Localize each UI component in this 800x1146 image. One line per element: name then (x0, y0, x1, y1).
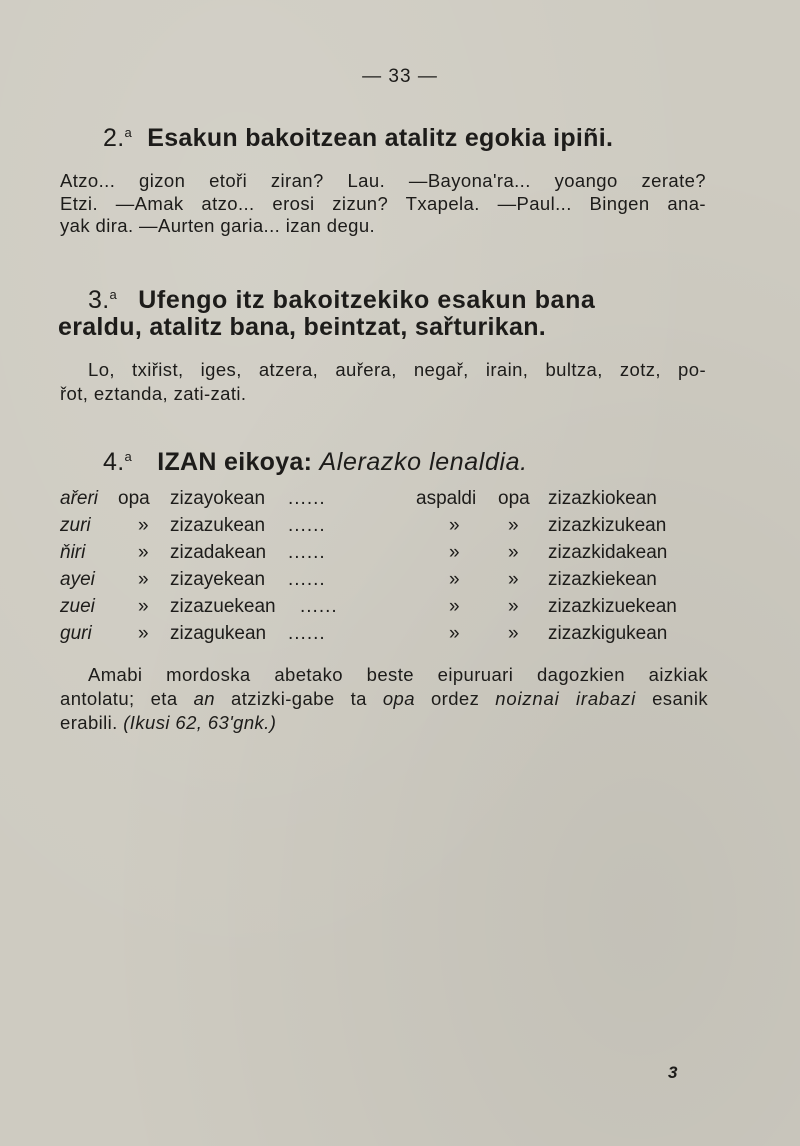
section-2-text (60, 170, 706, 238)
marker: » (138, 596, 149, 617)
verb-form: zizagukean (170, 623, 267, 644)
dots: ...... (288, 623, 326, 644)
marker: » (138, 515, 149, 536)
table-row (60, 569, 720, 596)
final-line-1: Amabi mordoska abetako beste eipuruari dagozkien aizkiak (88, 664, 708, 685)
marker: » (138, 542, 149, 563)
marker: opa (118, 488, 150, 509)
marker: » (449, 569, 460, 590)
page-number-bottom: 3 (668, 1063, 678, 1082)
verb-form: zizadakean (170, 542, 267, 563)
section-3-title-line1: Ufengo itz bakoitzekiko esakun bana (138, 286, 596, 314)
marker: » (449, 596, 460, 617)
section-4-number: 4.$^a$ (103, 448, 132, 476)
marker: » (508, 596, 519, 617)
verb-form: zizazkiokean (548, 488, 657, 509)
page-number-top: — 33 — (362, 66, 438, 87)
adverb: aspaldi (416, 488, 477, 509)
marker: » (138, 623, 149, 644)
pronoun: guri (60, 623, 92, 644)
section-3-line: řot, eztanda, zati-zati. (60, 383, 247, 404)
section-3-text (60, 358, 706, 406)
section-2-line: yak dira. —Aurten garia... izan degu. (60, 215, 376, 236)
verb-form: zizazuekean (170, 596, 276, 617)
marker: opa (498, 488, 530, 509)
verb-form: zizazkigukean (548, 623, 668, 644)
dots: ...... (288, 515, 326, 536)
section-2-number: 2.$^a$ (103, 124, 132, 152)
table-row (60, 623, 720, 650)
pronoun: zuri (60, 515, 91, 536)
dots: ...... (288, 542, 326, 563)
verb-form: zizazukean (170, 515, 266, 536)
verb-form: zizazkidakean (548, 542, 668, 563)
marker: » (508, 515, 519, 536)
section-3-title-line2: eraldu, atalitz bana, beintzat, sařturikan. (58, 313, 547, 341)
section-3-line: Lo, txiřist, iges, atzera, auřera, negař, irain, bultza, zotz, po- (88, 359, 706, 380)
section-2-line: Atzo... gizon etoři ziran? Lau. —Bayona'ra... yoango zerate? (60, 170, 706, 191)
section-3-heading-line2 (58, 310, 546, 344)
marker: » (508, 623, 519, 644)
verb-form: zizazkizuekean (548, 596, 677, 617)
table-row (60, 488, 720, 515)
marker: » (449, 542, 460, 563)
section-2-title: Esakun bakoitzean atalitz egokia ipiñi. (147, 124, 614, 152)
marker: » (138, 569, 149, 590)
pronoun: ayei (60, 569, 95, 590)
table-row (60, 515, 720, 542)
section-4-title: IZAN eikoya: (157, 448, 313, 476)
table-row (60, 596, 720, 623)
verb-form: zizayekean (170, 569, 266, 590)
marker: » (508, 542, 519, 563)
pronoun: ařeri (60, 488, 99, 509)
pronoun: ňiri (60, 542, 86, 563)
verb-form: zizazkizukean (548, 515, 667, 536)
section-2-heading (103, 116, 613, 155)
conjugation-table (60, 488, 720, 658)
dots: ...... (288, 488, 326, 509)
table-row (60, 542, 720, 569)
pronoun: zuei (60, 596, 95, 617)
final-line-2: antolatu; eta an atzizki-gabe ta opa ordez noiznai irabazi esanik (60, 688, 708, 709)
dots: ...... (300, 596, 338, 617)
marker: » (508, 569, 519, 590)
dots: ...... (288, 569, 326, 590)
section-4-subtitle: Alerazko lenaldia. (319, 448, 528, 476)
verb-form: zizayokean (170, 488, 266, 509)
section-4-heading (103, 440, 528, 479)
section-3-number: 3.$^a$ (88, 286, 117, 314)
marker: » (449, 623, 460, 644)
verb-form: zizazkiekean (548, 569, 657, 590)
section-2-line: Etzi. —Amak atzo... erosi zizun? Txapela. —Paul... Bingen ana- (60, 192, 706, 214)
marker: » (449, 515, 460, 536)
final-line-3: erabili. (Ikusi 62, 63'gnk.) (60, 712, 277, 733)
final-paragraph (60, 663, 708, 735)
